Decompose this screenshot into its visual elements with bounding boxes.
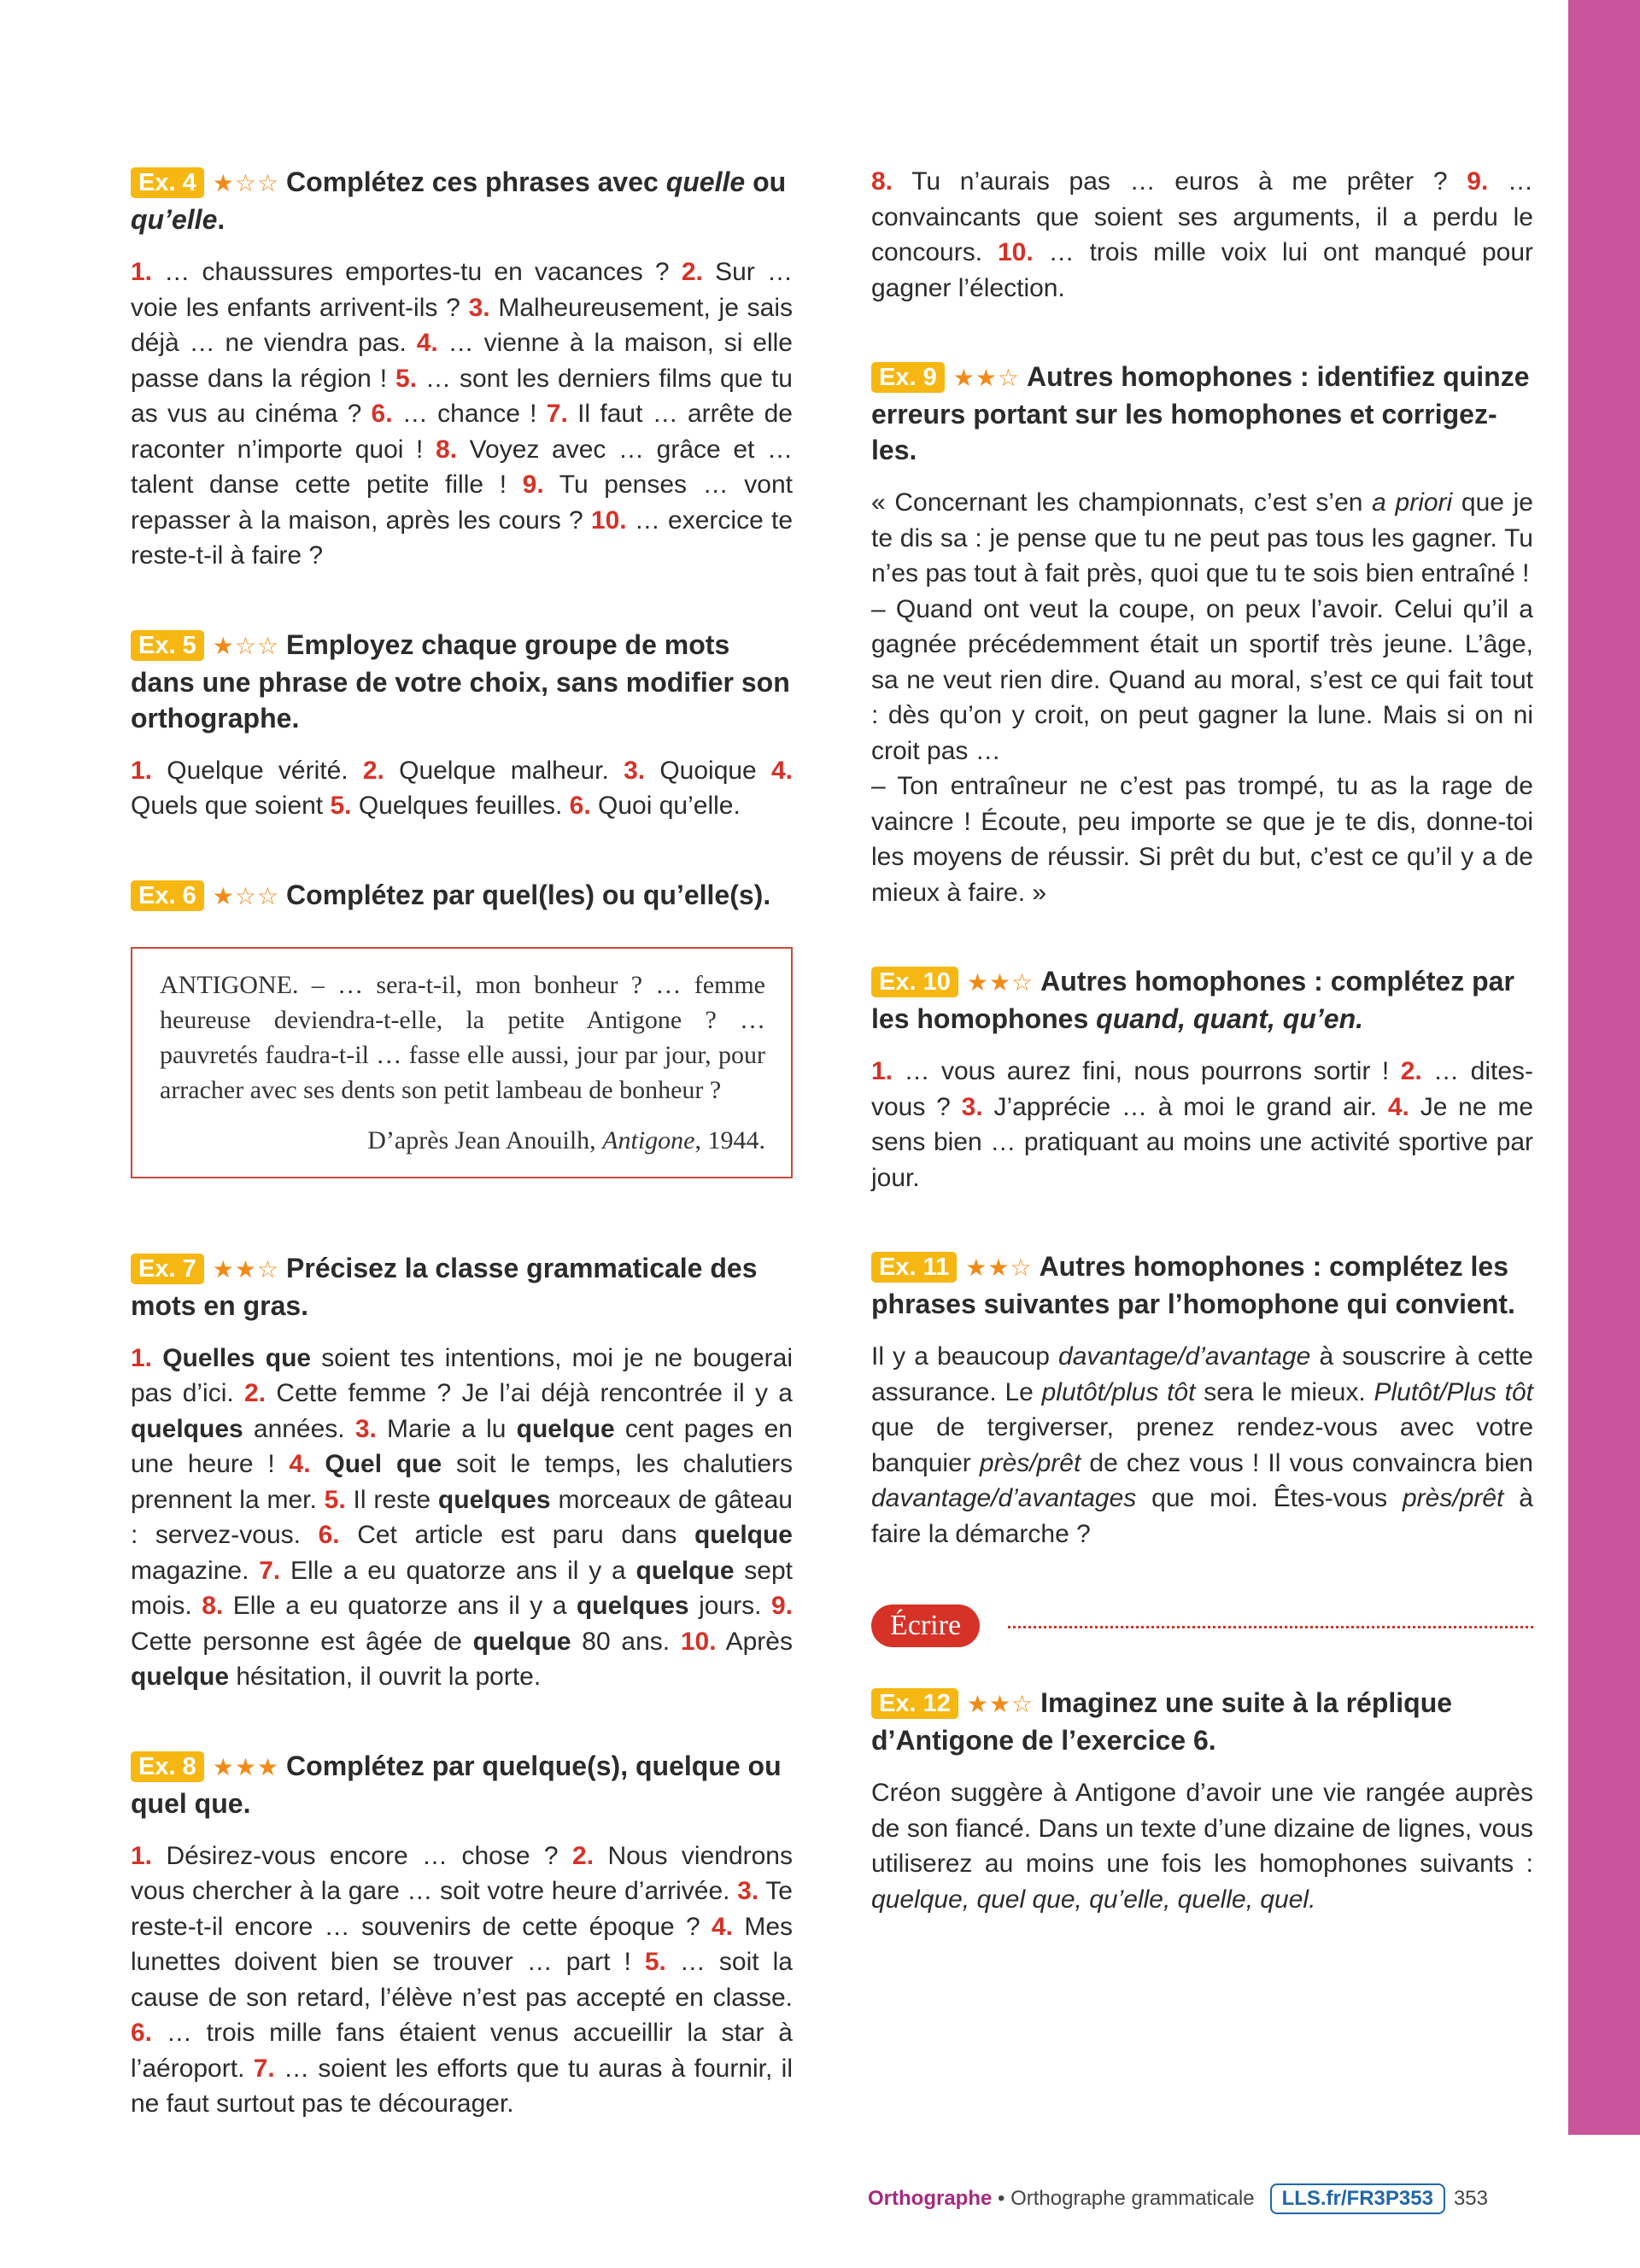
section-title: Écrire xyxy=(871,1605,980,1647)
exercise-8-part2 xyxy=(871,164,1533,306)
exercise-12 xyxy=(871,1685,1533,1917)
difficulty-stars-icon: ★★★ xyxy=(212,1753,280,1780)
exercise-8-body: 1. Désirez-vous encore … chose ? 2. Nous viendrons vous chercher à la gare … soit votre heure d’arrivée. 3. Te reste-t-il encore … souvenirs de cette époque ? 4. Mes lunettes doivent bien se trouver … part ! 5. … soit la cause de son retard, l’élève n’est pas accepté en classe. 6. … trois mille fans étaient venus accueillir la star à l’aéroport. 7. … soient les efforts que tu auras à fournir, il ne faut surtout pas te décourager. xyxy=(131,1841,794,2118)
quote-text: ANTIGONE. – … sera-t-il, mon bonheur ? … femme heureuse deviendra-t-elle, la petite Antigone ? … pauvretés faudra-t-il … fasse elle aussi, jour par jour, pour arracher avec ses dents son petit lambeau de bonheur ? xyxy=(160,970,765,1104)
exercise-9-heading: Ex. 9 ★★☆ Autres homophones : identifiez quinze erreurs portant sur les homophones et corrigez-les. xyxy=(871,361,1530,465)
paragraph: « Concernant les championnats, c’est s’en a priori que je te dis sa : je pense que tu ne peut pas tous les gagner. Tu n’es pas tout à fait près, quoi que tu te sois bien entraîné ! xyxy=(871,488,1533,587)
difficulty-stars-icon: ★★☆ xyxy=(212,1255,280,1283)
difficulty-stars-icon: ★★☆ xyxy=(966,1691,1034,1717)
exercise-badge: Ex. 11 xyxy=(871,1252,957,1283)
exercise-4-heading: Ex. 4 ★☆☆ Complétez ces phrases avec quelle ou qu’elle. xyxy=(131,167,787,235)
exercise-10-heading: Ex. 10 ★★☆ Autres homophones : complétez par les homophones quand, quant, qu’en. xyxy=(871,966,1514,1034)
exercise-11-body: Il y a beaucoup davantage/d’avantage à souscrire à cette assurance. Le plutôt/plus tôt sera le mieux. Plutôt/Plus tôt que de tergiverser, prenez rendez-vous avec votre banquier près/prêt de chez vous ! Il vous convaincra bien davantage/d’avantages que moi. Êtes-vous près/prêt à faire la démarche ? xyxy=(871,1342,1533,1548)
exercise-badge: Ex. 7 xyxy=(131,1254,204,1284)
exercise-5-heading: Ex. 5 ★☆☆ Employez chaque groupe de mots dans une phrase de votre choix, sans modifier son orthographe. xyxy=(131,628,790,734)
exercise-9 xyxy=(871,359,1533,910)
exercise-9-body xyxy=(871,485,1533,910)
exercise-4-body: 1. … chaussures emportes-tu en vacances ? 2. Sur … voie les enfants arrivent-ils ? 3. Malheureusement, je sais déjà … ne viendra pas. 4. … vienne à la maison, si elle passe dans la région ! 5. … sont les derniers films que tu as vus au cinéma ? 6. … chance ! 7. Il faut … arrête de raconter n’importe quoi ! 8. Voyez avec … grâce et … talent danse cette petite fille ! 9. Tu penses … vont repasser à la maison, après les cours ? 10. … exercice te reste-t-il à faire ? xyxy=(131,258,794,570)
exercise-10-body: 1. … vous aurez fini, nous pourrons sortir ! 2. … dites-vous ? 3. J’apprécie … à moi le grand air. 4. Je ne me sens bien … pratiquant au moins une activité sportive par jour. xyxy=(871,1057,1534,1192)
difficulty-stars-icon: ★☆☆ xyxy=(212,882,280,909)
exercise-5-body: 1. Quelque vérité. 2. Quelque malheur. 3. Quoique 4. Quels que soient 5. Quelques feuilles. 6. Quoi qu’elle. xyxy=(131,756,794,820)
exercise-badge: Ex. 12 xyxy=(871,1688,958,1719)
right-column xyxy=(871,164,1533,1970)
exercise-7-body: 1. Quelles que soient tes intentions, moi je ne bougerai pas d’ici. 2. Cette femme ? Je l’ai déjà rencontrée il y a quelques années. 3. Marie a lu quelque cent pages en une heure ! 4. Quel que soit le temps, les chalutiers prennent la mer. 5. Il reste quelques morceaux de gâteau : servez-vous. 6. Cet article est paru dans quelque magazine. 7. Elle a eu quatorze ans il y a quelque sept mois. 8. Elle a eu quatorze ans il y a quelques jours. 9. Cette personne est âgée de quelque 80 ans. 10. Après quelque hésitation, il ouvrit la porte. xyxy=(131,1343,794,1691)
section-divider xyxy=(1008,1626,1533,1628)
page-number: 353 xyxy=(1453,2187,1488,2210)
exercise-badge: Ex. 8 xyxy=(131,1751,204,1782)
quote-credit: D’après Jean Anouilh, Antigone, 1944. xyxy=(367,1125,765,1154)
exercise-12-body: Créon suggère à Antigone d’avoir une vie rangée auprès de son fiancé. Dans un texte d’une dizaine de lignes, vous utiliserez au moins une fois les homophones suivants : quelque, quel que, qu’elle, quelle, quel. xyxy=(871,1779,1533,1914)
exercise-12-heading: Ex. 12 ★★☆ Imaginez une suite à la réplique d’Antigone de l’exercice 6. xyxy=(871,1687,1453,1756)
exercise-badge: Ex. 4 xyxy=(131,167,204,198)
paragraph: – Quand ont veut la coupe, on peux l’avoir. Celui qu’il a gagnée précédemment était un sportif très jeune. L’âge, sa ne veut rien dire. Quand au moral, s’est ce qui fait tout : dès qu’on y croit, on peut gagner la lune. Mais si on ni croit pas … xyxy=(871,594,1533,765)
difficulty-stars-icon: ★★☆ xyxy=(966,969,1034,996)
difficulty-stars-icon: ★☆☆ xyxy=(212,632,280,659)
resource-link[interactable]: LLS.fr/FR3P353 xyxy=(1270,2183,1445,2214)
exercise-7 xyxy=(131,1250,793,1695)
page-footer: Orthographe • Orthographe grammaticale LLS.fr/FR3P353 353 xyxy=(868,2182,1488,2216)
left-column xyxy=(131,164,793,2175)
paragraph: – Ton entraîneur ne c’est pas trompé, tu as la rage de vaincre ! Écoute, peu importe se que je te dis, donne-toi les moyens de réussir. Si prêt du but, c’est ce qu’il y a de mieux à faire. » xyxy=(871,772,1533,907)
exercise-8-heading: Ex. 8 ★★★ Complétez par quelque(s), quelque ou quel que. xyxy=(131,1750,782,1819)
exercise-11-heading: Ex. 11 ★★☆ Autres homophones : complétez les phrases suivantes par l’homophone qui convient. xyxy=(871,1251,1515,1319)
exercise-badge: Ex. 9 xyxy=(871,362,945,393)
difficulty-stars-icon: ★★☆ xyxy=(952,365,1021,391)
exercise-6-heading: Ex. 6 ★☆☆ Complétez par quel(les) ou qu’elle(s). xyxy=(131,877,793,915)
exercise-11 xyxy=(871,1248,1533,1552)
exercise-badge: Ex. 5 xyxy=(131,630,204,661)
exercise-7-heading: Ex. 7 ★★☆ Précisez la classe grammaticale des mots en gras. xyxy=(131,1252,758,1321)
difficulty-stars-icon: ★★☆ xyxy=(965,1254,1033,1281)
exercise-badge: Ex. 10 xyxy=(871,967,958,997)
footer-chapter: Orthographe grammaticale xyxy=(1010,2187,1255,2210)
difficulty-stars-icon: ★☆☆ xyxy=(212,170,280,196)
footer-subject: Orthographe xyxy=(868,2187,993,2210)
antigone-quote xyxy=(131,947,793,1178)
exercise-10 xyxy=(871,963,1533,1195)
exercise-badge: Ex. 6 xyxy=(131,880,204,911)
exercise-8-part1 xyxy=(131,1748,793,2122)
exercise-8-continued: 8. Tu n’aurais pas … euros à me prêter ? 9. … convaincants que soient ses arguments, il a perdu le concours. 10. … trois mille voix lui ont manqué pour gagner l’élection. xyxy=(871,167,1533,302)
exercise-4 xyxy=(131,164,793,574)
side-color-band xyxy=(1568,0,1640,2135)
exercise-6 xyxy=(131,877,793,915)
exercise-5 xyxy=(131,627,793,824)
section-ecrire xyxy=(871,1605,1533,1651)
